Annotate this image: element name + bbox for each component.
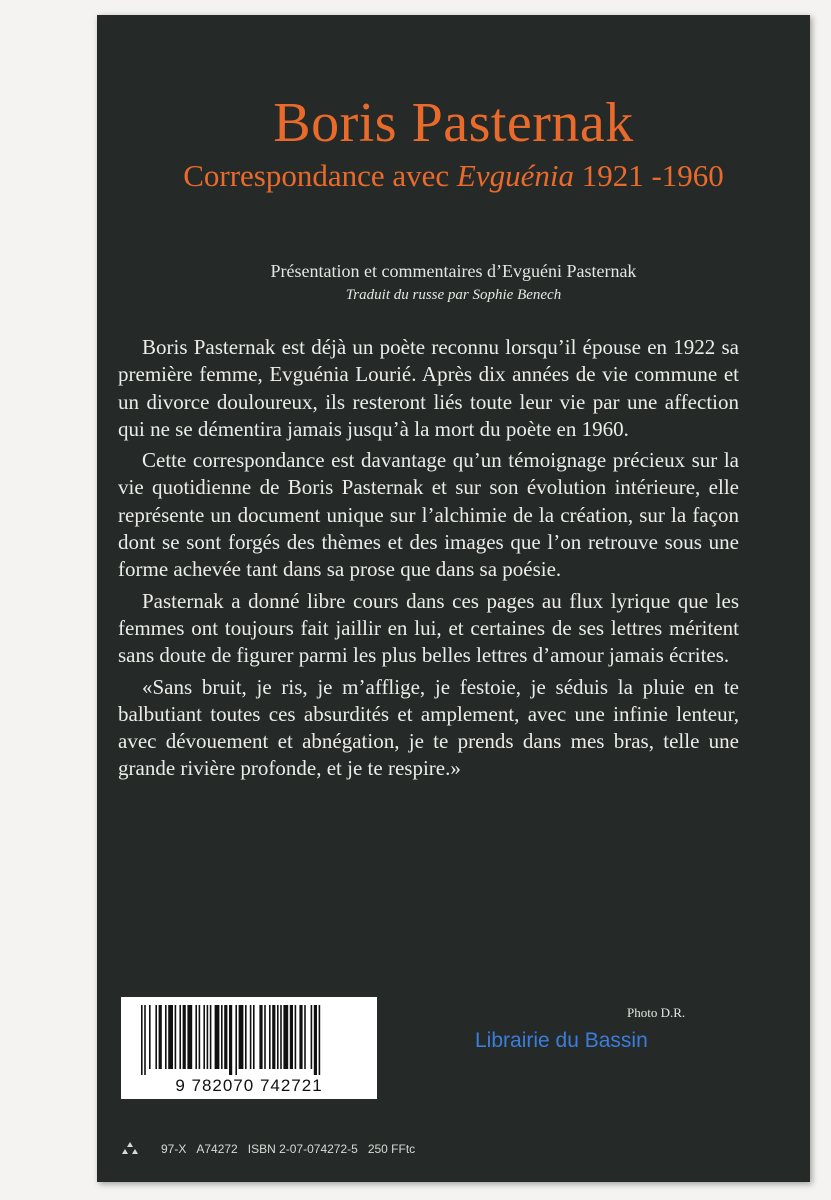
footer-info [121,1142,425,1156]
blurb-text [118,334,739,787]
book-back-cover [97,15,810,1182]
translator-credit: Traduit du russe par Sophie Benech [345,287,562,303]
subtitle-years: 1921 -1960 [573,158,724,193]
bookseller-sticker: Librairie du Bassin [475,1029,648,1052]
subtitle-italic-name: Evguénia [456,158,574,193]
barcode-graphic [121,997,377,1099]
footer-isbn: ISBN 2-07-074272-5 [247,1142,358,1156]
photo-credit: Photo D.R. [627,1005,686,1020]
book-subtitle [97,158,810,194]
publisher-logo-icon [121,1142,139,1156]
footer-ref: A74272 [196,1142,238,1156]
blurb-paragraph: Pasternak a donné libre cours dans ces pages au flux lyrique que les femmes ont toujours fait jaillir en lui, et certaines de ses lettres méritent sans doute de figurer parmi les plus belles lettres d’amour jamais écrites. [118,588,739,668]
author-title: Boris Pasternak [273,92,634,154]
blurb-quote: «Sans bruit, je ris, je m’afflige, je festoie, je séduis la pluie en te balbutiant toutes ces absurdités et amplement, avec une infinie lenteur, avec dévouement et abnégation, je te prends dans mes bras, telle une grande rivière profonde, et je te respire.» [118,674,739,781]
presentation-credit: Présentation et commentaires d’Evguéni Pasternak [270,261,637,281]
footer-code: 97-X [161,1142,187,1156]
blurb-paragraph: Cette correspondance est davantage qu’un témoignage précieux sur la vie quotidienne de Boris Pasternak et sur son évolution intérieure, elle représente un document unique sur l’alchimie de la création, sur la façon dont se sont forgés des thèmes et des images que l’on retrouve sous une forme achevée tant dans sa prose que dans sa poésie. [118,448,739,582]
subtitle-prefix: Correspondance avec [183,158,457,193]
blurb-paragraph: Boris Pasternak est déjà un poète reconnu lorsqu’il épouse en 1922 sa première femme, Evguénia Lourié. Après dix années de vie commune et un divorce douloureux, ils resteront liés toute leur vie par une affection qui ne se démentira jamais jusqu’à la mort du poète en 1960. [118,335,739,441]
barcode [121,997,377,1099]
barcode-digits: 9 782070 742721 [175,1076,323,1095]
footer-price: 250 FFtc [367,1142,416,1156]
